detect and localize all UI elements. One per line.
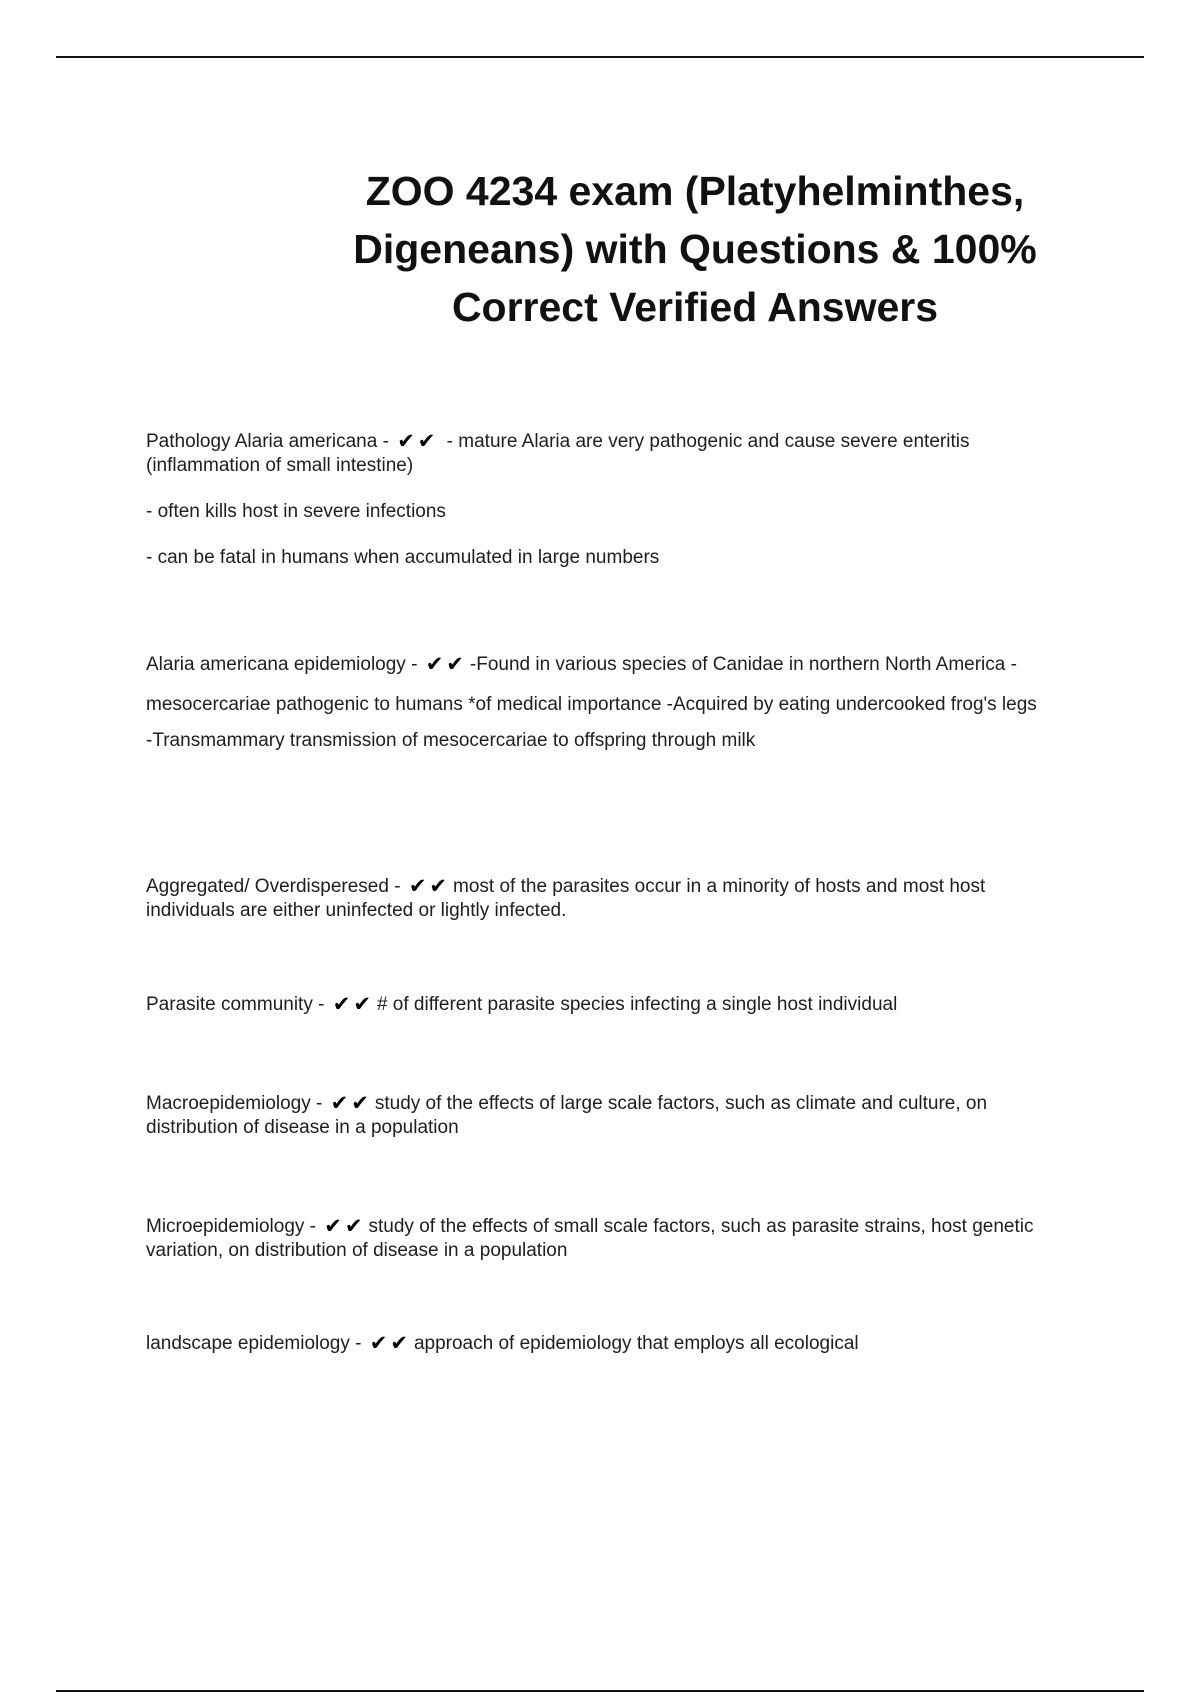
term: Microepidemiology - (146, 1216, 322, 1237)
term: Aggregated/ Overdisperesed - (146, 876, 406, 897)
qa-entry-macroepidemiology (146, 1092, 1046, 1140)
check-mark-icon: ✔✔ (397, 430, 439, 453)
check-mark-icon: ✔✔ (332, 993, 374, 1016)
definition-extra: - can be fatal in humans when accumulated in large numbers (146, 547, 660, 568)
qa-paragraph (146, 1332, 1046, 1356)
footer-rule (56, 1690, 1144, 1692)
definition: study of the effects of large scale factors, such as climate and culture, on distribution of disease in a population (146, 1093, 988, 1138)
qa-entry-aggregated (146, 875, 1046, 923)
check-mark-icon: ✔✔ (324, 1215, 366, 1238)
title-line: Digeneans) with Questions & 100% (353, 226, 1037, 272)
qa-paragraph (146, 993, 1046, 1017)
qa-entry-parasite-community (146, 993, 1046, 1017)
check-mark-icon: ✔✔ (408, 875, 451, 898)
qa-entry-landscape-epidemiology (146, 1332, 1046, 1356)
definition: # of different parasite species infecting a single host individual (376, 994, 898, 1015)
check-mark-icon: ✔✔ (369, 1332, 411, 1355)
definition: most of the parasites occur in a minority of hosts and most host individuals are either uninfected or lightly infected. (146, 876, 986, 921)
definition: -Found in various species of Canidae in northern North America -mesocercariae pathogenic to humans *of medical importance -Acquired by eating undercooked frog's legs (146, 654, 1037, 715)
document-title (320, 162, 1070, 336)
term: Parasite community - (146, 994, 330, 1015)
check-mark-icon: ✔✔ (425, 653, 467, 676)
term: Macroepidemiology - (146, 1093, 328, 1114)
title-line: Correct Verified Answers (451, 284, 939, 330)
qa-paragraph (146, 875, 1046, 923)
qa-entry-pathology-alaria (146, 430, 1046, 570)
term: Pathology Alaria americana - (146, 431, 395, 452)
check-mark-icon: ✔✔ (330, 1092, 372, 1115)
title-line: ZOO 4234 exam (Platyhelminthes, (365, 168, 1025, 214)
term: landscape epidemiology - (146, 1333, 367, 1354)
definition: - mature Alaria are very pathogenic and cause severe enteritis (inflammation of small intestine) (146, 431, 970, 476)
definition-extra: -Transmammary transmission of mesocercariae to offspring through milk (146, 730, 756, 751)
qa-paragraph (146, 645, 1046, 725)
definition-extra: - often kills host in severe infections (146, 501, 446, 522)
term: Alaria americana epidemiology - (146, 654, 423, 675)
qa-entry-alaria-epidemiology (146, 645, 1046, 753)
qa-paragraph (146, 1092, 1046, 1140)
qa-entry-microepidemiology (146, 1215, 1046, 1263)
definition: study of the effects of small scale factors, such as parasite strains, host genetic variation, on distribution of disease in a population (146, 1216, 1034, 1261)
definition: approach of epidemiology that employs all ecological (413, 1333, 859, 1354)
qa-paragraph (146, 430, 1046, 478)
qa-paragraph (146, 1215, 1046, 1263)
header-rule (56, 56, 1144, 58)
